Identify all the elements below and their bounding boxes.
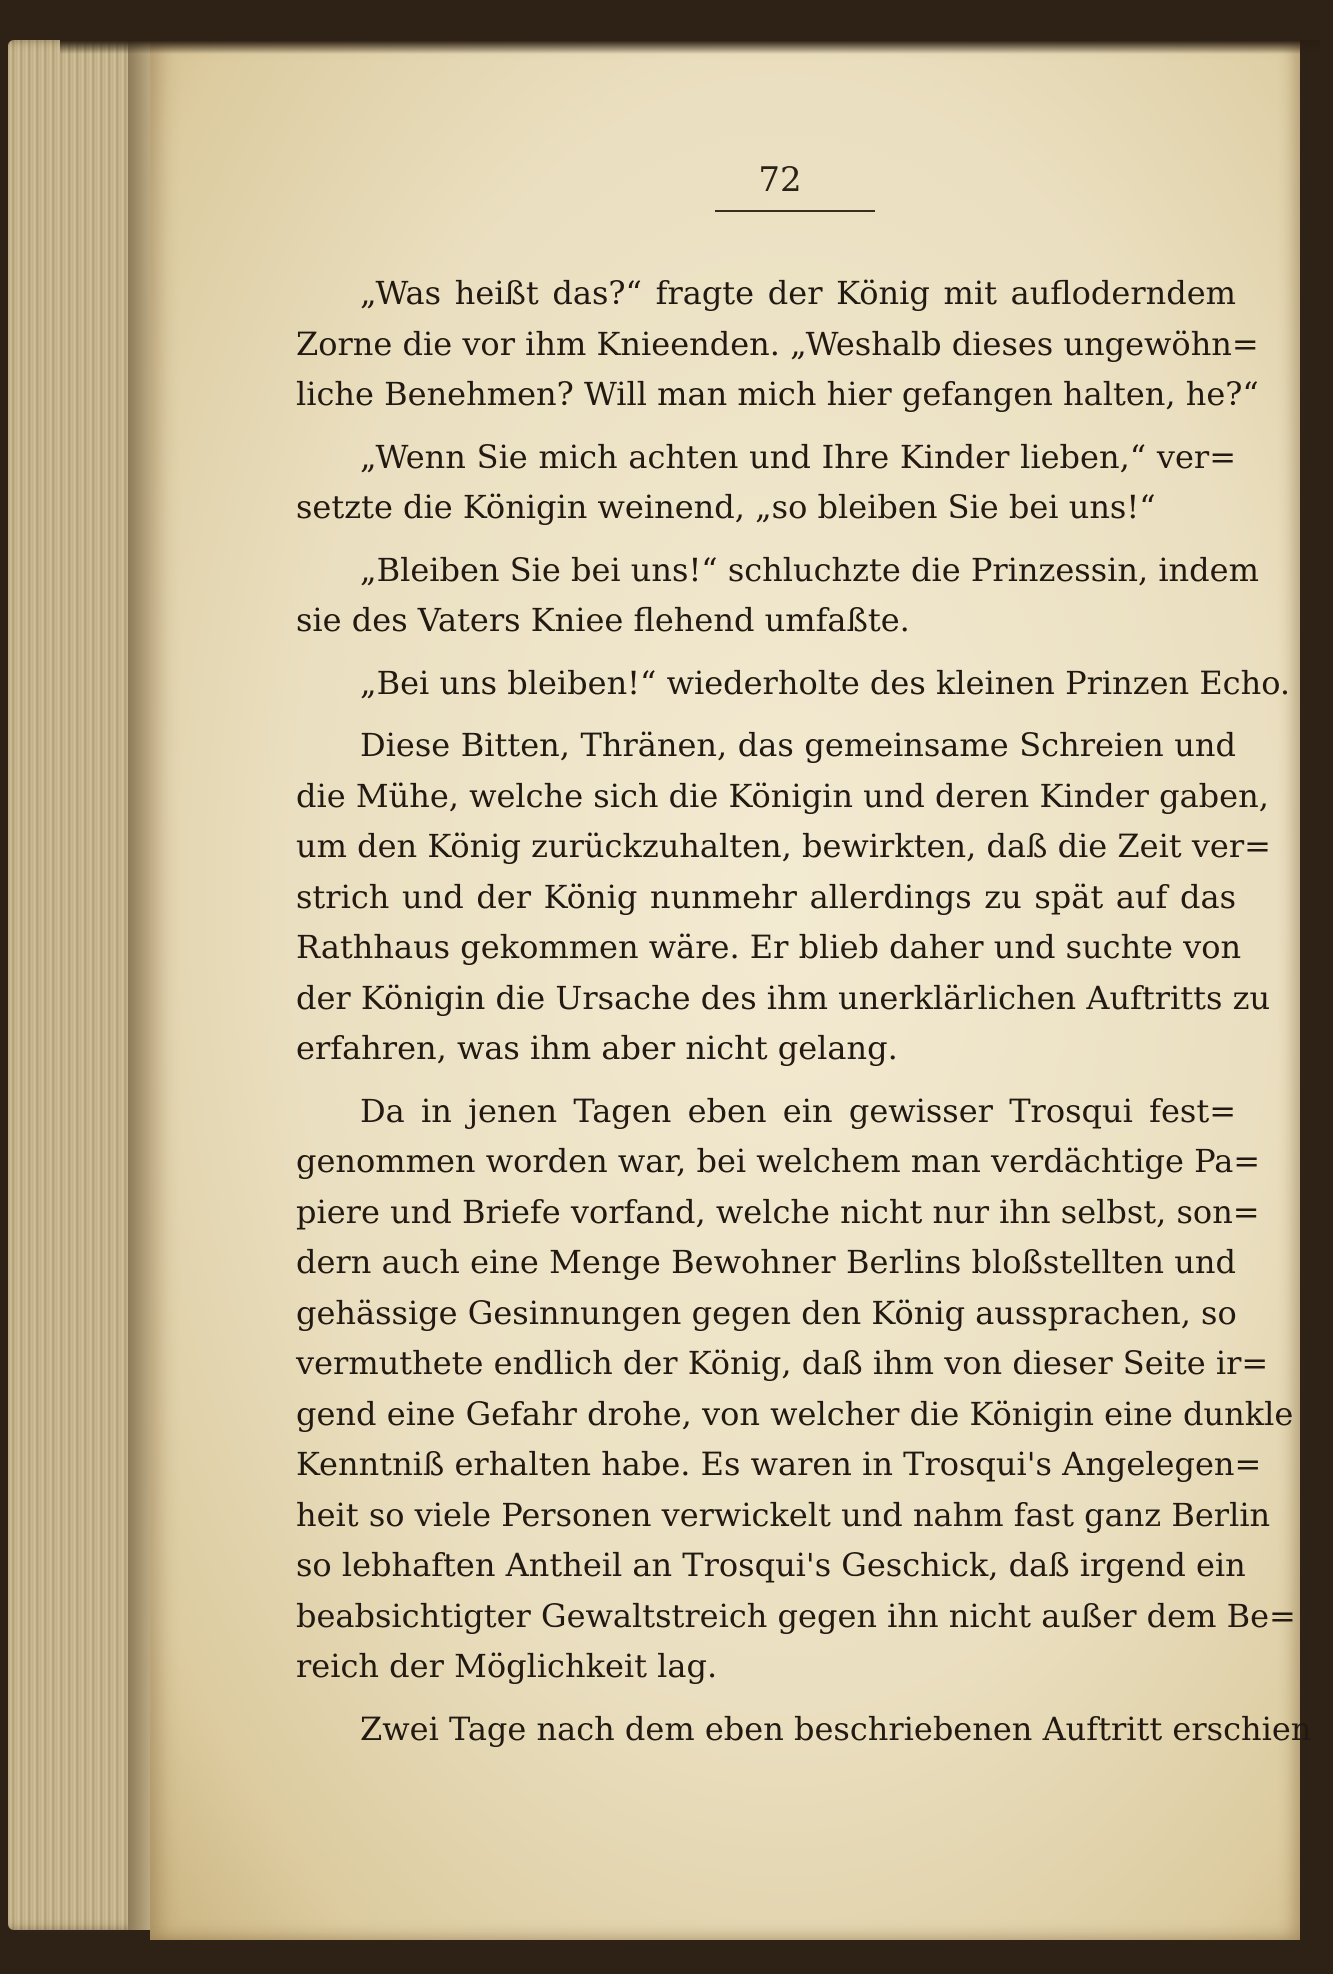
top-shadow xyxy=(60,40,1320,54)
text-line: Diese Bitten, Thränen, das gemeinsame Schreien und xyxy=(360,726,1236,764)
text-line: die Mühe, welche sich die Königin und deren Kinder gaben, xyxy=(296,776,1269,815)
paragraph xyxy=(296,1086,1296,1692)
paragraph xyxy=(296,545,1259,646)
text-line: genommen worden war, bei welchem man verdächtige Pa= xyxy=(296,1142,1261,1180)
text-line: „Wenn Sie mich achten und Ihre Kinder lieben,“ ver= xyxy=(360,437,1236,476)
text-line: gend eine Gefahr drohe, von welcher die Königin eine dunkle xyxy=(296,1394,1294,1433)
page-edges xyxy=(8,40,143,1930)
text-line: gehässige Gesinnungen gegen den König aussprachen, so xyxy=(296,1293,1237,1332)
text-line: setzte die Königin weinend, „so bleiben Sie bei uns!“ xyxy=(296,488,1156,526)
paragraph xyxy=(296,268,1259,420)
text-line: strich und der König nunmehr allerdings zu spät auf das xyxy=(296,877,1236,916)
header-rule xyxy=(715,210,875,212)
text-line: Kenntniß erhalten habe. Es waren in Trosqui's Angelegen= xyxy=(296,1445,1262,1483)
text-line: dern auch eine Menge Bewohner Berlins bloßstellten und xyxy=(296,1243,1236,1281)
text-line: reich der Möglichkeit lag. xyxy=(296,1647,718,1685)
text-line: erfahren, was ihm aber nicht gelang. xyxy=(296,1029,898,1067)
text-line: Zorne die vor ihm Knieenden. „Weshalb dieses ungewöhn= xyxy=(296,324,1259,363)
text-line: Zwei Tage nach dem eben beschriebenen Auftritt erschien xyxy=(360,1709,1312,1748)
paragraph xyxy=(296,720,1271,1074)
text-line: Da in jenen Tagen eben ein gewisser Trosqui fest= xyxy=(360,1091,1236,1130)
text-line: piere und Briefe vorfand, welche nicht nur ihn selbst, son= xyxy=(296,1192,1260,1231)
text-line: um den König zurückzuhalten, bewirkten, daß die Zeit ver= xyxy=(296,827,1271,865)
text-line: beabsichtigter Gewaltstreich gegen ihn nicht außer dem Be= xyxy=(296,1596,1296,1635)
text-line: „Was heißt das?“ fragte der König mit aufloderndem xyxy=(360,274,1236,312)
page-number: 72 xyxy=(758,160,802,200)
text-line: liche Benehmen? Will man mich hier gefangen halten, he?“ xyxy=(296,375,1259,413)
text-line: „Bleiben Sie bei uns!“ schluchzte die Prinzessin, indem xyxy=(360,550,1259,589)
text-line: Rathhaus gekommen wäre. Er blieb daher und suchte von xyxy=(296,928,1242,966)
text-line: heit so viele Personen verwickelt und nahm fast ganz Berlin xyxy=(296,1495,1271,1534)
text-line: vermuthete endlich der König, daß ihm von dieser Seite ir= xyxy=(296,1344,1269,1382)
text-line: der Königin die Ursache des ihm unerklärlichen Auftritts zu xyxy=(296,978,1271,1017)
text-line: so lebhaften Antheil an Trosqui's Geschick, daß irgend ein xyxy=(296,1546,1246,1584)
text-line: „Bei uns bleiben!“ wiederholte des kleinen Prinzen Echo. xyxy=(360,663,1291,702)
text-line: sie des Vaters Kniee flehend umfaßte. xyxy=(296,601,910,639)
paragraph xyxy=(296,658,1291,709)
body-text xyxy=(296,268,1312,1766)
paragraph xyxy=(296,432,1236,533)
paragraph xyxy=(296,1704,1312,1755)
